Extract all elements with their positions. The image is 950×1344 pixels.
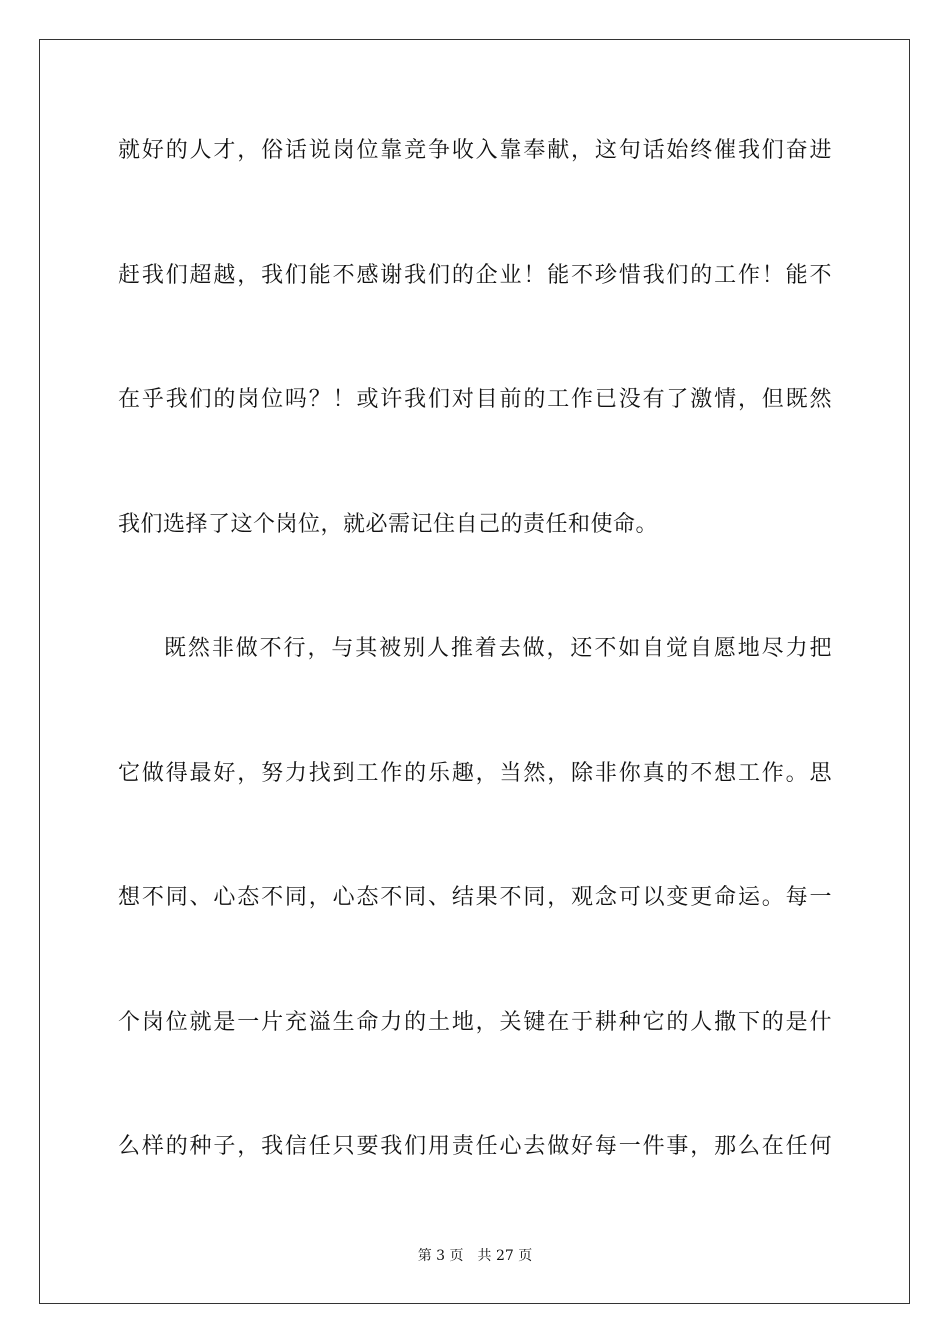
paragraph-line-9: 么样的种子，我信任只要我们用责任心去做好每一件事，那么在任何 (118, 1134, 832, 1159)
current-page-indicator: 第 3 页 (417, 1248, 464, 1264)
paragraph-line-2: 赶我们超越，我们能不感谢我们的企业！能不珍惜我们的工作！能不 (118, 263, 832, 288)
paragraph-line-6: 它做得最好，努力找到工作的乐趣，当然，除非你真的不想工作。思 (118, 761, 832, 786)
paragraph-line-8: 个岗位就是一片充溢生命力的土地，关键在于耕种它的人撒下的是什 (118, 1010, 832, 1035)
paragraph-line-5: 既然非做不行，与其被别人推着去做，还不如自觉自愿地尽力把 (164, 636, 832, 661)
paragraph-line-7: 想不同、心态不同，心态不同、结果不同，观念可以变更命运。每一 (118, 885, 832, 910)
paragraph-line-4: 我们选择了这个岗位，就必需记住自己的责任和使命。 (118, 512, 659, 537)
paragraph-line-1: 就好的人才，俗话说岗位靠竞争收入靠奉献，这句话始终催我们奋进 (118, 138, 832, 163)
total-pages-indicator: 共 27 页 (477, 1248, 533, 1264)
paragraph-line-3: 在乎我们的岗位吗？！或许我们对目前的工作已没有了激情，但既然 (118, 387, 832, 412)
page-border (39, 39, 910, 1304)
page-footer (0, 1247, 950, 1265)
